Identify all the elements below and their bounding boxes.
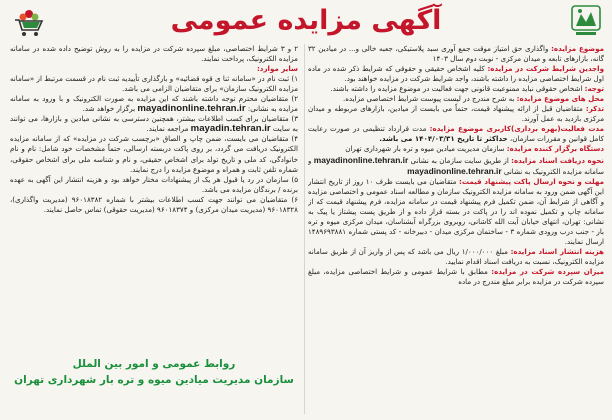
- duration-paragraph: [308, 124, 604, 144]
- other-label: سایر موارد:: [256, 64, 298, 74]
- item-3: [10, 114, 298, 134]
- location-text: به شرح مندرج در لیست پیوست شرایط اختصاصی مزایده.: [342, 94, 515, 104]
- deposit-paragraph: [308, 267, 604, 287]
- intro-paragraph: ۲ و ۳ شرایط اختصاصی، مبلغ سپرده شرکت در مزایده را به روش توضیح داده شده در سامانه مزایده الکترونیک، پرداخت نمایند.: [10, 44, 298, 64]
- docs-label: نحوه دریافت اسناد مزایده:: [511, 155, 604, 165]
- reminder-paragraph: [308, 104, 604, 124]
- signature-department: روابط عمومی و امور بین الملل: [72, 358, 236, 370]
- produce-cart-icon: [12, 8, 46, 38]
- eligible-label: واجدین شرایط شرکت در مزایده:: [487, 64, 604, 74]
- duration-label: مدت فعالیت(بهره برداری)کاربری موضوع مزایده:: [429, 124, 604, 134]
- subject-paragraph: [308, 44, 604, 64]
- location-label: محل های موضوع مزایده:: [516, 94, 604, 104]
- signature-block: [10, 356, 298, 388]
- signature-organization: سازمان مدیریت میادین میوه و تره بار شهرداری تهران: [14, 374, 294, 386]
- deadline-text: متقاضیان می بایست ظرف ۱۰ روز از تاریخ انتشار این آگهی ضمن ورود به سامانه مزایده الکترونیک سازمان و مطالعه اسناد عمومی و اختصاصی مزایده و آگاهی از شرایط آن، ضمن تکمیل فرم پیشنهاد قیمت در سامانه مزایده، فرم پیشنهاد قیمت که از سامانه چاپ و تکمیل نموده اند را در پاکت در بسته قرار داده و از طریق پست پیشتاز یا پیک به نشانی: تهران، انتهای خیابان آیت الله کاشانی، روبروی بزرگراه آبشناسان، میدان مرکزی میوه و تره بار - جنب درب ورودی شماره ۳ - ساختمان مرکزی میدان - دبیرخانه - کد پستی شماره ۱۴۸۹۶۹۳۸۸۱ ارسال نمایند.: [308, 176, 604, 246]
- fee-paragraph: [308, 247, 604, 267]
- deposit-label: میزان سپرده شرکت در مزایده:: [491, 267, 604, 277]
- reminder-text: متقاضیان قبل از ارائه پیشنهاد قیمت، حتماً می بایست از میادین، بازارهای مربوطه و میدان مرکزی بازدید به عمل آورند.: [308, 104, 604, 124]
- note-label: توجه:: [584, 84, 604, 94]
- docs-text-2: و سامانه مزایده الکترونیک به نشانی: [308, 155, 604, 176]
- right-column: [308, 44, 604, 416]
- docs-url-link[interactable]: mayadinonline.tehran.ir: [313, 154, 409, 165]
- docs-paragraph: [308, 155, 604, 177]
- item-3-text: ۳) متقاضیان برای کسب اطلاعات بیشتر، همچنین دسترسی به نشانی میادین و بازارها، می توانند به سایت: [10, 114, 298, 134]
- item-3-text-end: مراجعه نمایند.: [146, 124, 189, 134]
- item-6: ۶) متقاضیان می توانند جهت کسب اطلاعات بیشتر با شماره ۹۶۰۱۸۳۸۲ (مدیریت واگذاری)، ۹۶۰۱۸۳۲۸ (مدیریت میدان مرکزی) و ۹۶۰۱۸۳۷۴ (مدیریت حقوقی) تماس حاصل نمایند.: [10, 194, 298, 214]
- item-1: ۱) ثبت نام در «سامانه ثنا ی قوه قضائیه» و بارگذاری تأییدیه ثبت نام در قسمت مرتبط از «سامانه مزایده الکترونیک سازمان» برای متقاضیان الزامی می باشد.: [10, 74, 298, 94]
- reminder-label: تذکر:: [585, 104, 604, 114]
- other-items-heading: [10, 64, 298, 74]
- duration-text: مدت قرارداد تنظیمی در صورت رعایت کامل قوانین و مقررات سازمان،: [308, 124, 604, 144]
- deadline-label: مهلت و نحوه ارسال پاکت پیشنهاد قیمت:: [458, 176, 604, 186]
- deposit-text: مطابق با شرایط عمومی و شرایط اختصاصی مزایده، مبلغ سپرده شرکت در مزایده برابر مبلغ مندرج در ماده: [308, 267, 604, 287]
- page-title: آگهی مزایده عمومی: [170, 5, 442, 36]
- organizer-text: سازمان مدیریت میادین میوه و تره بار شهرداری تهران: [345, 144, 505, 154]
- eligible-paragraph: [308, 64, 604, 84]
- note-text: اشخاص حقوقی نباید ممنوعیت قانونی جهت فعالیت در موضوع مزایده را داشته باشند.: [330, 84, 583, 94]
- item-2: [10, 94, 298, 114]
- duration-deadline: حداکثر تا تاریخ ۱۴۰۴/۰۳/۳۱ می باشد.: [379, 134, 508, 144]
- subject-label: موضوع مزایده:: [551, 44, 604, 53]
- municipality-emblem-icon: [570, 4, 602, 38]
- subject-text: واگذاری حق امتیاز موقت جمع آوری سبد پلاستیکی، جعبه خالی و... در میادین ۳۲ گانه، بازارهای تابعه و میدان مرکزی - نوبت دوم سال ۱۴۰۳: [308, 44, 604, 64]
- item-4: ۴) متقاضیان می بایست، ضمن چاپ و الصاق «برچسب شرکت در مزایده» که از سامانه مزایده الکترونیک دریافت می گردد، بر روی پاکت دربسته ارسالی، حتماً مشخصات خود شامل: نام و نام خانوادگی، کد ملی و تاریخ تولد برای اشخاص حقیقی، و نام و شناسه ملی برای اشخاص حقوقی، شماره تلفن ثابت و همراه و موضوع مزایده را درج نمایند.: [10, 134, 298, 174]
- fee-text: مبلغ ۱/۰۰۰/۰۰۰ ریال می باشد که پس از واریز آن از طریق سامانه مزایده الکترونیک، نسبت به دریافت اسناد اقدام نمایید.: [308, 246, 604, 266]
- eligible-text: کلیه اشخاص حقیقی و حقوقی که شرایط ذکر شده در ماده اول شرایط اختصاصی مزایده را داشته باشند، واجد شرایط شرکت در مزایده خواهند بود.: [308, 64, 604, 84]
- item-2-text-end: برگزار خواهد شد.: [82, 104, 136, 114]
- note-paragraph: [308, 84, 604, 94]
- location-paragraph: [308, 94, 604, 104]
- left-column: [10, 44, 298, 354]
- item-2-text: ۲) متقاضیان محترم توجه داشته باشند که این مزایده به صورت الکترونیک و با ورود به سامانه مزایده به نشانی:: [10, 94, 298, 114]
- item-3-url-link[interactable]: mayadin.tehran.ir: [190, 123, 271, 135]
- organizer-label: دستگاه برگزار کننده مزایده:: [506, 144, 604, 154]
- item-2-url-link[interactable]: mayadinonline.tehran.ir: [137, 103, 246, 115]
- organizer-paragraph: [308, 144, 604, 154]
- column-divider: [304, 44, 305, 414]
- item-5: ۵) سازمان در رد یا قبول هر یک از پیشنهادات مختار خواهد بود و هزینه انتشار این آگهی به عهده برنده / برندگان مزایده می باشد.: [10, 174, 298, 194]
- docs-text: از طریق سایت سازمان به نشانی: [410, 155, 509, 165]
- header: [0, 0, 612, 42]
- docs-url-link-2[interactable]: mayadinonline.tehran.ir: [407, 165, 502, 176]
- deadline-paragraph: [308, 177, 604, 247]
- fee-label: هزینه انتشار اسناد مزایده:: [510, 246, 604, 256]
